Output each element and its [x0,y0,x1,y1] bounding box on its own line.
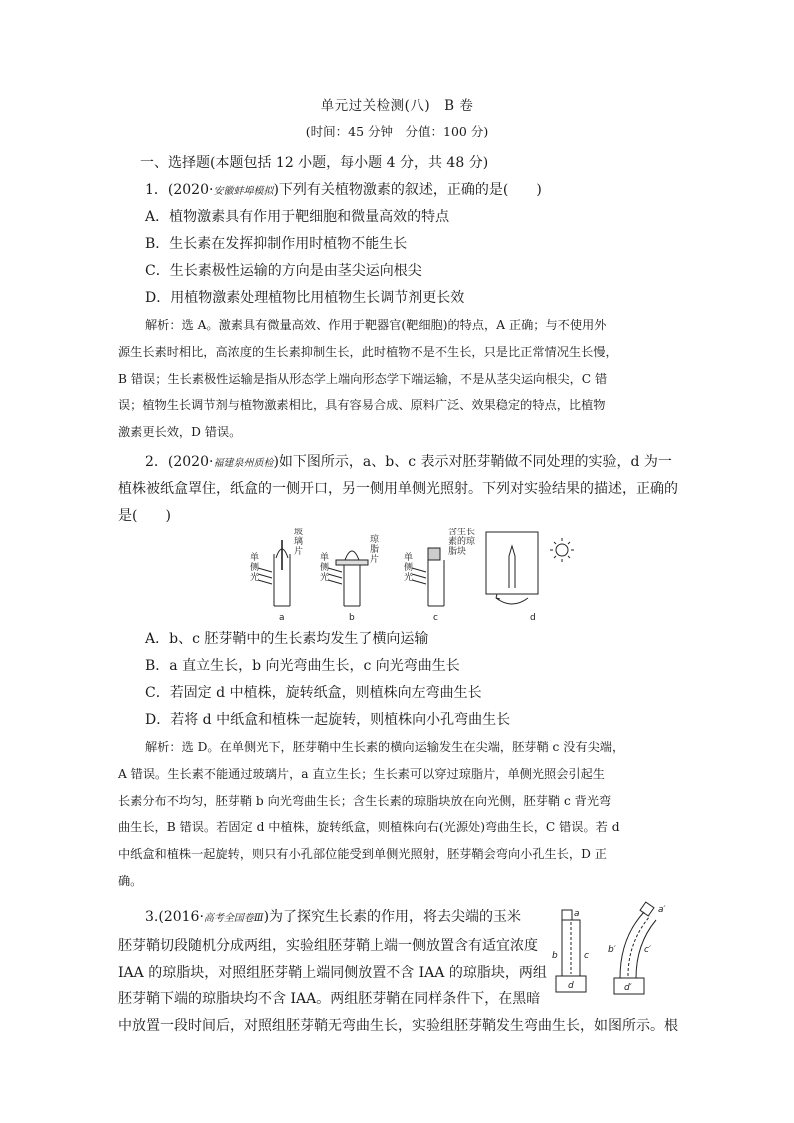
agar-label: 琼脂片 [370,535,380,565]
light-label-b: 单侧光 [320,553,330,583]
q2-exp-line: 中纸盒和植株一起旋转，则只有小孔部位能受到单侧光照射，胚芽鞘会弯向小孔生长，D 正 [118,847,607,862]
q2-option-a: A．b、c 胚芽鞘中的生长素均发生了横向运输 [145,631,429,647]
q3-line4: 胚芽鞘下端的琼脂块均不含 IAA。两组胚芽鞘在同样条件下，在黑暗 [118,991,541,1008]
q2-stem-line3: 是( ) [118,508,171,524]
page-subtitle: (时间：45 分钟 分值：100 分) [305,124,489,139]
label-d2: d′ [624,983,632,993]
q3-stem-text: )为了探究生长素的作用，将去尖端的玉米 [263,909,522,925]
label-a2: a′ [658,905,666,915]
curved-coleoptile-left [620,912,644,978]
paper-box [486,532,538,594]
q2-exp-line: 确。 [118,873,143,888]
fig-label-a: a [279,613,285,623]
light-arrow [328,574,342,578]
agar-slice [336,560,368,565]
q1-exp-line: 源生长素时相比，高浓度的生长素抑制生长，此时植物不是不生长，只是比正常情况生长慢， [118,344,618,359]
q3-line3: IAA 的琼脂块，对照组胚芽鞘上端同侧放置不含 IAA 的琼脂块，两组 [118,964,547,981]
q1-explanation [118,312,680,446]
q2-option-d: D．若将 d 中纸盒和植株一起旋转，则植株向小孔弯曲生长 [145,712,511,728]
light-arrow [258,580,272,584]
label-b: b [552,951,558,961]
light-label-c: 单侧光 [404,553,414,583]
sun-rays [550,538,574,562]
plant-tip [509,546,515,556]
q1-option-a: A．植物激素具有作用于靶细胞和微量高效的特点 [145,209,450,225]
q2-option-b: B．a 直立生长，b 向光弯曲生长，c 向光弯曲生长 [145,658,460,674]
agar-block [428,548,440,560]
q1-exp-line: 激素更长效，D 错误。 [118,425,242,440]
fig-label-d: d [530,613,536,623]
q1-option-b: B．生长素在发挥抑制作用时植物不能生长 [145,236,408,252]
q2-explanation [118,734,680,895]
light-arrow [258,568,272,572]
light-arrow [412,574,426,578]
q2-exp-line: A 错误。生长素不能通过玻璃片，a 直立生长；生长素可以穿过琼脂片，单侧光照会引起生 [118,766,605,781]
coleoptile-tip-b [345,551,359,560]
q2-exp-line: 解析：选 D。在单侧光下，胚芽鞘中生长素的横向运输发生在尖端，胚芽鞘 c 没有尖端， [145,740,625,754]
light-label-a: 单侧光 [250,553,260,583]
light-arrow [328,568,342,572]
label-a: a [574,909,580,919]
rotation-arrow [496,598,528,604]
light-arrow [258,574,272,578]
q3-line2: 胚芽鞘切段随机分成两组，实验组胚芽鞘上端一侧放置含有适宜浓度 [118,937,538,954]
q1-exp-line: 解析：选 A。激素具有微量高效、作用于靶器官(靶细胞)的特点，A 正确；与不使用外 [145,318,607,332]
label-d: d [568,981,574,991]
q1-num: 1．(2020· [145,182,214,198]
label-b2: b′ [608,945,616,955]
q2-figure [250,528,580,624]
q3-line5: 中放置一段时间后，对照组胚芽鞘无弯曲生长，实验组胚芽鞘发生弯曲生长，如图所示。根 [118,1018,678,1035]
q1-stem-text: )下列有关植物激素的叙述，正确的是( ) [273,182,542,198]
q2-exp-line: 曲生长，B 错误。若固定 d 中植株，旋转纸盒，则植株向右(光源处)弯曲生长，C 错误。若 d [118,820,620,835]
q2-num: 2．(2020· [145,454,214,470]
q1-stem [145,179,542,199]
light-arrow [412,568,426,572]
glass-label: 玻璃片 [294,528,304,557]
section-heading: 一、选择题(本题包括 12 小题，每小题 4 分，共 48 分) [140,155,489,171]
agar-block-a [562,910,572,920]
label-c2: c′ [644,945,651,955]
sun-icon [556,544,568,556]
q2-stem-text: )如下图所示，a、b、c 表示对胚芽鞘做不同处理的实验，d 为一 [273,454,672,470]
rotation-arrowhead [496,594,500,599]
q3-figure [548,898,676,998]
label-c: c [584,951,589,961]
q2-source: 福建泉州质检 [213,458,274,469]
light-arrow [328,580,342,584]
agar-block-label: 含生长素的琼脂块 [448,528,476,557]
q1-exp-line: B 错误；生长素极性运输是指从形态学上端向形态学下端运输，不是从茎尖运向根尖，C 错 [118,371,608,386]
q2-option-c: C．若固定 d 中植株，旋转纸盒，则植株向左弯曲生长 [145,685,482,701]
q1-exp-line: 误；植物生长调节剂与植物激素相比，具有容易合成、原料广泛、效果稳定的特点，比植物 [118,398,606,413]
q1-source: 安徽蚌埠模拟 [213,186,274,197]
light-arrow [412,580,426,584]
fig-label-b: b [349,613,355,623]
q3-num: 3.(2016· [145,909,204,925]
q2-stem-line1 [145,451,672,471]
q1-option-c: C．生长素极性运输的方向是由茎尖运向根尖 [145,263,422,279]
q3-source: 高考全国卷Ⅲ [203,913,264,924]
fig-label-c: c [433,613,438,623]
q2-exp-line: 长素分布不均匀，胚芽鞘 b 向光弯曲生长；含生长素的琼脂块放在向光侧，胚芽鞘 c 背光弯 [118,793,612,808]
q1-option-d: D．用植物激素处理植物比用植物生长调节剂更长效 [145,290,465,306]
q2-stem-line2: 植株被纸盒罩住，纸盒的一侧开口，另一侧用单侧光照射。下列对实验结果的描述，正确的 [118,481,678,497]
page-title: 单元过关检测(八) B 卷 [320,98,474,114]
